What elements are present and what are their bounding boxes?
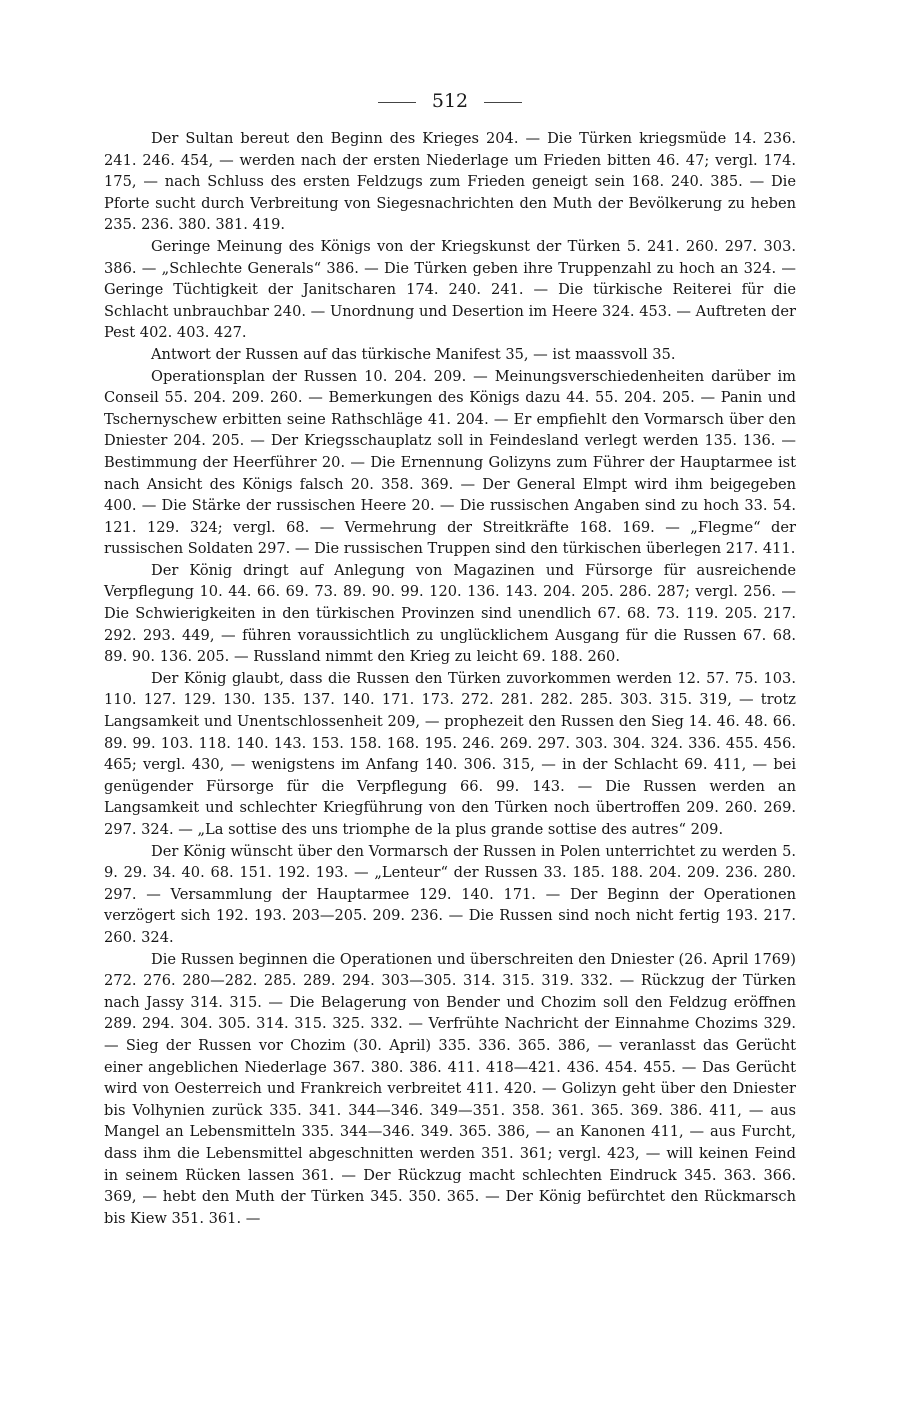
paragraph-sultan: Der Sultan bereut den Beginn des Krieges 204. — Die Türken kriegsmüde 14. 236. 241. 246. 454, — werden nach der ersten Niederlage um Frieden bitten 46. 47; vergl. 174. 175, — nach Schluss des ersten Feldzugs zum Frieden geneigt sein 168. 240. 385. — Die Pforte sucht durch Verbreitung von Siegesnachrichten den Muth der Bevölkerung zu heben 235. 236. 380. 381. 419. bbox=[104, 130, 796, 234]
header-rule-left bbox=[378, 102, 416, 103]
page-header bbox=[0, 90, 900, 112]
paragraph-manifest-answer: Antwort der Russen auf das türkische Manifest 35, — ist maassvoll 35. bbox=[151, 345, 676, 363]
paragraph-supplies: Der König dringt auf Anlegung von Magazinen und Fürsorge für ausreichende Verpflegung 10. 44. 66. 69. 73. 89. 90. 99. 120. 136. 143. 204. 205. 286. 287; vergl. 256. — Die Schwierigkeiten in den türkischen Provinzen sind unendlich 67. 68. 73. 119. 205. 217. 292. 293. 449, — führen voraussichtlich zu unglücklichem Ausgang für die Russen 67. 68. 89. 90. 136. 205. — Russland nimmt den Krieg zu leicht 69. 188. 260. bbox=[104, 561, 796, 666]
paragraph-operations-plan: Operationsplan der Russen 10. 204. 209. — Meinungsverschiedenheiten darüber im Conseil 55. 204. 209. 260. — Bemerkungen des Königs dazu 44. 55. 204. 205. — Panin und Tschernyschew erbitten seine Rathschläge 41. 204. — Er empfiehlt den Vormarsch über den Dniester 204. 205. — Der Kriegsschauplatz soll in Feindesland verlegt werden 135. 136. — Bestimmung der Heerführer 20. — Die Ernennung Golizyns zum Führer der Hauptarmee ist nach Ansicht des Königs falsch 20. 358. 369. — Der General Elmpt wird ihm beigegeben 400. — Die Stärke der russischen Heere 20. — Die russischen Angaben sind zu hoch 33. 54. 121. 129. 324; vergl. 68. — Vermehrung der Streitkräfte 168. 169. — „Flegme“ der russischen Soldaten 297. — Die russischen Truppen sind den türkischen überlegen 217. 411. bbox=[104, 367, 796, 558]
paragraph-king-believes: Der König glaubt, dass die Russen den Türken zuvorkommen werden 12. 57. 75. 103. 110. 127. 129. 130. 135. 137. 140. 171. 173. 272. 281. 282. 285. 303. 315. 319, — trotz Langsamkeit und Unentschlossenheit 209, — prophezeit den Russen den Sieg 14. 46. 48. 66. 89. 99. 103. 118. 140. 143. 153. 158. 168. 195. 246. 269. 297. 303. 304. 324. 336. 455. 456. 465; vergl. 430, — wenigstens im Anfang 140. 306. 315, — in der Schlacht 69. 411, — bei genügender Fürsorge für die Verpflegung 66. 99. 143. — Die Russen werden an Langsamkeit und schlechter Kriegführung von den Türken noch übertroffen 209. 260. 269. 297. 324. — „La sottise des uns triomphe de la plus grande sottise des autres“ 209. bbox=[104, 669, 796, 838]
paragraph-turkish-military: Geringe Meinung des Königs von der Kriegskunst der Türken 5. 241. 260. 297. 303. 386. — „Schlechte Generals“ 386. — Die Türken geben ihre Truppenzahl zu hoch an 324. — Geringe Tüchtigkeit der Janitscharen 174. 240. 241. — Die türkische Reiterei für die Schlacht unbrauchbar 240. — Unordnung und Desertion im Heere 324. 453. — Auftreten der Pest 402. 403. 427. bbox=[104, 237, 796, 342]
paragraph-dniester-crossing: Die Russen beginnen die Operationen und überschreiten den Dniester (26. April 1769) 272. 276. 280—282. 285. 289. 294. 303—305. 314. 315. 319. 332. — Rückzug der Türken nach Jassy 314. 315. — Die Belagerung von Bender und Chozim soll den Feldzug eröffnen 289. 294. 304. 305. 314. 315. 325. 332. — Verfrühte Nachricht der Einnahme Chozims 329. — Sieg der Russen vor Chozim (30. April) 335. 336. 365. 386, — veranlasst das Gerücht einer angeblichen Niederlage 367. 380. 386. 411. 418—421. 436. 454. 455. — Das Gerücht wird von Oesterreich und Frankreich verbreitet 411. 420. — Golizyn geht über den Dniester bis Volhynien zurück 335. 341. 344—346. 349—351. 358. 361. 365. 369. 386. 411, — aus Mangel an Lebensmitteln 335. 344—346. 349. 365. 386, — an Kanonen 411, — aus Furcht, dass ihm die Lebensmittel abgeschnitten werden 351. 361; vergl. 423, — will keinen Feind in seinem Rücken lassen 361. — Der Rückzug macht schlechten Eindruck 345. 363. 366. 369, — hebt den Muth der Türken 345. 350. 365. — Der König befürchtet den Rückmarsch bis Kiew 351. 361. — bbox=[104, 950, 796, 1227]
index-text bbox=[104, 128, 796, 1229]
page-number: 512 bbox=[431, 90, 469, 112]
paragraph-advance-poland: Der König wünscht über den Vormarsch der Russen in Polen unterrichtet zu werden 5. 9. 29. 34. 40. 68. 151. 192. 193. — „Lenteur“ der Russen 33. 185. 188. 204. 209. 236. 280. 297. — Versammlung der Hauptarmee 129. 140. 171. — Der Beginn der Operationen verzögert sich 192. 193. 203—205. 209. 236. — Die Russen sind noch nicht fertig 193. 217. 260. 324. bbox=[104, 842, 796, 946]
header-rule-right bbox=[484, 102, 522, 103]
